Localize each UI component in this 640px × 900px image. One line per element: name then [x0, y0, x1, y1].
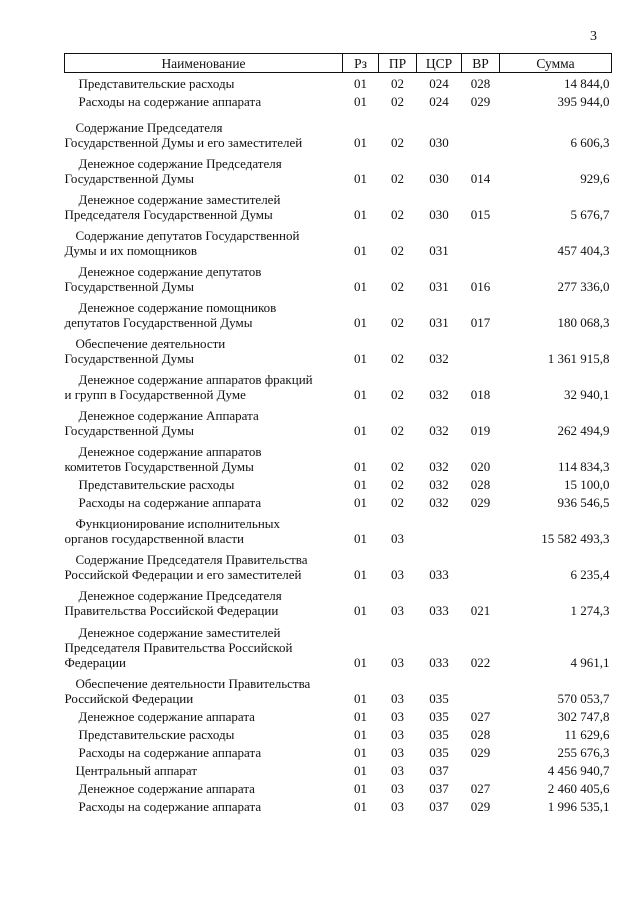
table-row — [65, 724, 612, 742]
row-pr: 03 — [391, 691, 404, 706]
header-sum: Сумма — [500, 54, 612, 73]
row-name-line: Содержание Председателя Правительства — [75, 552, 308, 567]
row-vr — [462, 330, 500, 366]
row-name-line: Государственной Думы — [64, 423, 194, 438]
row-sum: 4 961,1 — [570, 655, 610, 670]
row-sum: 114 834,3 — [557, 459, 610, 474]
row-pr: 02 — [391, 477, 404, 492]
row-vr: 029 — [470, 745, 491, 760]
row-sum: 6 235,4 — [570, 567, 610, 582]
row-name-line: Денежное содержание аппарата — [78, 709, 255, 724]
row-name-line: Денежное содержание Председателя — [78, 156, 282, 171]
row-csr — [417, 510, 462, 546]
row-sum: 4 456 940,7 — [547, 763, 610, 778]
row-vr — [462, 109, 500, 150]
row-csr: 033 — [429, 567, 449, 582]
row-sum: 457 404,3 — [557, 243, 610, 258]
row-rz: 01 — [354, 781, 367, 796]
row-csr: 032 — [429, 477, 449, 492]
row-pr: 03 — [391, 781, 404, 796]
row-name — [65, 670, 343, 706]
row-pr: 02 — [391, 135, 404, 150]
row-csr: 024 — [429, 94, 449, 109]
row-csr: 037 — [429, 799, 449, 814]
row-rz: 01 — [354, 709, 367, 724]
row-name-line: Российской Федерации и его заместителей — [64, 567, 302, 582]
row-rz: 01 — [354, 94, 367, 109]
table-row — [65, 438, 612, 474]
row-name — [65, 742, 343, 760]
header-csr: ЦСР — [417, 54, 462, 73]
row-pr: 02 — [391, 315, 404, 330]
header-rz: Рз — [343, 54, 379, 73]
table-row — [65, 670, 612, 706]
row-pr: 02 — [391, 387, 404, 402]
row-rz: 01 — [354, 423, 367, 438]
table-row — [65, 618, 612, 670]
row-vr: 027 — [470, 781, 491, 796]
row-name-line: Представительские расходы — [78, 727, 235, 742]
table-row — [65, 778, 612, 796]
table-row — [65, 510, 612, 546]
row-name-line: Функционирование исполнительных — [75, 516, 281, 531]
row-name — [65, 796, 343, 814]
row-name — [65, 222, 343, 258]
row-rz: 01 — [354, 567, 367, 582]
row-pr: 02 — [391, 279, 404, 294]
row-name — [65, 760, 343, 778]
row-rz: 01 — [354, 799, 367, 814]
table-row — [65, 258, 612, 294]
row-sum: 570 053,7 — [557, 691, 610, 706]
row-csr: 032 — [429, 351, 449, 366]
row-name-line: Государственной Думы и его заместителей — [64, 135, 303, 150]
table-row — [65, 760, 612, 778]
row-rz: 01 — [354, 135, 367, 150]
row-name-line: Содержание депутатов Государственной — [75, 228, 300, 243]
row-name — [65, 474, 343, 492]
row-rz: 01 — [354, 745, 367, 760]
row-vr: 029 — [470, 799, 491, 814]
row-name — [65, 150, 343, 186]
table-row — [65, 73, 612, 92]
row-pr: 02 — [391, 171, 404, 186]
row-csr: 030 — [429, 135, 449, 150]
row-name-line: Денежное содержание аппаратов фракций — [78, 372, 313, 387]
row-vr: 019 — [470, 423, 491, 438]
table-row — [65, 294, 612, 330]
row-csr: 035 — [429, 709, 449, 724]
row-csr: 031 — [429, 315, 449, 330]
row-name-line: депутатов Государственной Думы — [64, 315, 253, 330]
row-sum: 936 546,5 — [557, 495, 610, 510]
row-name — [65, 724, 343, 742]
row-pr: 02 — [391, 423, 404, 438]
row-rz: 01 — [354, 279, 367, 294]
row-name-line: Денежное содержание Аппарата — [78, 408, 259, 423]
row-rz: 01 — [354, 387, 367, 402]
row-name — [65, 582, 343, 618]
row-csr: 032 — [429, 495, 449, 510]
row-vr: 027 — [470, 709, 491, 724]
row-rz: 01 — [354, 477, 367, 492]
table-row — [65, 186, 612, 222]
row-name — [65, 492, 343, 510]
table-row — [65, 582, 612, 618]
row-vr: 029 — [470, 495, 491, 510]
row-name-line: Председателя Государственной Думы — [64, 207, 273, 222]
row-csr: 032 — [429, 459, 449, 474]
row-pr: 03 — [391, 745, 404, 760]
table-row — [65, 796, 612, 814]
row-name-line: Государственной Думы — [64, 279, 194, 294]
row-sum: 255 676,3 — [557, 745, 610, 760]
row-csr: 030 — [429, 207, 449, 222]
row-vr: 017 — [470, 315, 491, 330]
row-pr: 02 — [391, 459, 404, 474]
row-pr: 03 — [391, 603, 404, 618]
table-row — [65, 150, 612, 186]
row-sum: 14 844,0 — [564, 76, 610, 91]
row-name — [65, 778, 343, 796]
row-sum: 2 460 405,6 — [547, 781, 610, 796]
row-rz: 01 — [354, 727, 367, 742]
row-name-line: Государственной Думы — [64, 171, 194, 186]
row-name-line: Государственной Думы — [64, 351, 194, 366]
row-vr: 014 — [470, 171, 491, 186]
row-name — [65, 258, 343, 294]
row-sum: 302 747,8 — [557, 709, 610, 724]
row-name — [65, 706, 343, 724]
row-vr: 018 — [470, 387, 491, 402]
row-rz: 01 — [354, 207, 367, 222]
row-pr: 03 — [391, 763, 404, 778]
row-name-line: Представительские расходы — [78, 477, 235, 492]
row-vr — [462, 760, 500, 778]
row-rz: 01 — [354, 655, 367, 670]
row-pr: 03 — [391, 727, 404, 742]
row-name — [65, 330, 343, 366]
row-vr: 028 — [470, 477, 491, 492]
row-name-line: Денежное содержание Председателя — [78, 588, 282, 603]
table-row — [65, 474, 612, 492]
row-name-line: Денежное содержание заместителей — [78, 625, 281, 640]
row-csr: 030 — [429, 171, 449, 186]
row-vr — [462, 670, 500, 706]
row-vr: 015 — [470, 207, 491, 222]
row-sum: 15 582 493,3 — [541, 531, 610, 546]
row-vr: 029 — [470, 94, 491, 109]
row-name — [65, 91, 343, 109]
row-sum: 32 940,1 — [564, 387, 610, 402]
row-sum: 180 068,3 — [557, 315, 610, 330]
row-name-line: Обеспечение деятельности Правительства — [75, 676, 311, 691]
row-rz: 01 — [354, 243, 367, 258]
row-vr: 020 — [470, 459, 491, 474]
row-csr: 033 — [429, 655, 449, 670]
row-rz: 01 — [354, 531, 367, 546]
row-pr: 02 — [391, 351, 404, 366]
row-vr: 016 — [470, 279, 491, 294]
row-pr: 03 — [391, 531, 404, 546]
row-name-line: Правительства Российской Федерации — [64, 603, 279, 618]
table-row — [65, 742, 612, 760]
row-csr: 032 — [429, 423, 449, 438]
row-vr — [462, 510, 500, 546]
row-name-line: Председателя Правительства Российской — [64, 640, 293, 655]
row-vr: 022 — [470, 655, 491, 670]
row-pr: 03 — [391, 799, 404, 814]
row-csr: 032 — [429, 387, 449, 402]
row-vr: 021 — [470, 603, 491, 618]
row-pr: 02 — [391, 207, 404, 222]
row-name — [65, 402, 343, 438]
row-csr: 031 — [429, 279, 449, 294]
row-name-line: Думы и их помощников — [64, 243, 197, 258]
row-sum: 11 629,6 — [564, 727, 610, 742]
row-name — [65, 510, 343, 546]
row-csr: 035 — [429, 691, 449, 706]
row-pr: 03 — [391, 709, 404, 724]
row-name — [65, 109, 343, 150]
header-name: Наименование — [65, 54, 343, 73]
row-name-line: Расходы на содержание аппарата — [78, 94, 262, 109]
row-csr: 033 — [429, 603, 449, 618]
table-row — [65, 546, 612, 582]
table-row — [65, 492, 612, 510]
row-name-line: Содержание Председателя — [75, 120, 223, 135]
table-row — [65, 222, 612, 258]
row-name — [65, 618, 343, 670]
row-pr: 02 — [391, 243, 404, 258]
row-name-line: комитетов Государственной Думы — [64, 459, 254, 474]
row-name-line: Представительские расходы — [78, 76, 235, 91]
row-name — [65, 438, 343, 474]
table-row — [65, 706, 612, 724]
row-sum: 6 606,3 — [570, 135, 610, 150]
table-row — [65, 109, 612, 150]
table-row — [65, 91, 612, 109]
row-name — [65, 73, 343, 92]
row-csr: 024 — [429, 76, 449, 91]
row-pr: 02 — [391, 495, 404, 510]
table-row — [65, 402, 612, 438]
row-sum: 262 494,9 — [557, 423, 610, 438]
row-sum: 395 944,0 — [557, 94, 610, 109]
row-vr — [462, 546, 500, 582]
header-vr: ВР — [462, 54, 500, 73]
row-rz: 01 — [354, 459, 367, 474]
table-body — [65, 73, 612, 815]
row-vr: 028 — [470, 727, 491, 742]
row-name-line: Денежное содержание помощников — [78, 300, 277, 315]
row-sum: 15 100,0 — [564, 477, 610, 492]
row-name — [65, 366, 343, 402]
table-header-row — [65, 54, 612, 73]
row-csr: 031 — [429, 243, 449, 258]
row-name-line: Федерации — [64, 655, 126, 670]
row-name-line: Центральный аппарат — [75, 763, 198, 778]
row-rz: 01 — [354, 76, 367, 91]
row-name-line: Расходы на содержание аппарата — [78, 495, 262, 510]
row-sum: 5 676,7 — [570, 207, 610, 222]
row-sum: 1 274,3 — [570, 603, 610, 618]
row-sum: 1 361 915,8 — [547, 351, 610, 366]
row-rz: 01 — [354, 351, 367, 366]
row-name-line: органов государственной власти — [64, 531, 244, 546]
row-vr: 028 — [470, 76, 491, 91]
row-pr: 02 — [391, 94, 404, 109]
table-row — [65, 330, 612, 366]
row-rz: 01 — [354, 691, 367, 706]
row-sum: 929,6 — [580, 171, 610, 186]
row-rz: 01 — [354, 171, 367, 186]
row-csr: 037 — [429, 763, 449, 778]
row-sum: 277 336,0 — [557, 279, 610, 294]
row-name-line: Обеспечение деятельности — [75, 336, 226, 351]
row-name-line: и групп в Государственной Думе — [64, 387, 246, 402]
row-csr: 035 — [429, 727, 449, 742]
row-name — [65, 294, 343, 330]
row-name — [65, 546, 343, 582]
row-rz: 01 — [354, 495, 367, 510]
row-rz: 01 — [354, 315, 367, 330]
budget-table — [64, 53, 612, 814]
table-row — [65, 366, 612, 402]
row-rz: 01 — [354, 603, 367, 618]
row-name-line: Расходы на содержание аппарата — [78, 799, 262, 814]
row-name-line: Денежное содержание депутатов — [78, 264, 262, 279]
row-sum: 1 996 535,1 — [547, 799, 610, 814]
row-name-line: Денежное содержание аппарата — [78, 781, 255, 796]
row-name-line: Денежное содержание аппаратов — [78, 444, 262, 459]
row-csr: 035 — [429, 745, 449, 760]
row-name-line: Расходы на содержание аппарата — [78, 745, 262, 760]
row-rz: 01 — [354, 763, 367, 778]
page-number: 3 — [590, 29, 597, 44]
row-name — [65, 186, 343, 222]
row-name-line: Денежное содержание заместителей — [78, 192, 281, 207]
row-pr: 03 — [391, 655, 404, 670]
row-pr: 03 — [391, 567, 404, 582]
row-csr: 037 — [429, 781, 449, 796]
row-pr: 02 — [391, 76, 404, 91]
header-pr: ПР — [379, 54, 417, 73]
row-vr — [462, 222, 500, 258]
row-name-line: Российской Федерации — [64, 691, 194, 706]
